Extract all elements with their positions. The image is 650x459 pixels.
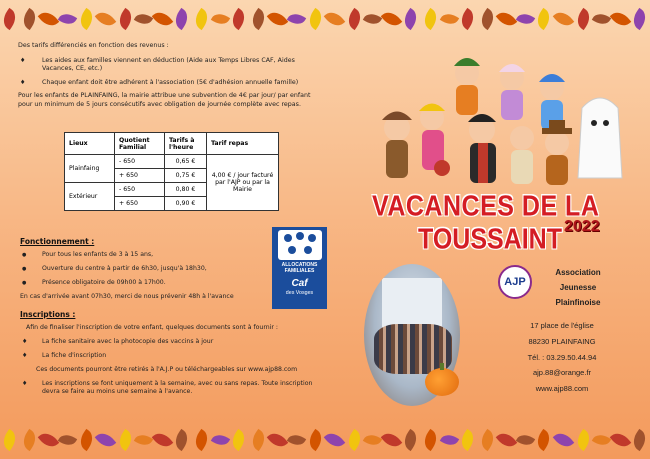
title-year: 2022 — [564, 218, 600, 235]
caf-logo — [272, 227, 327, 309]
website-link[interactable]: www.ajp88.com — [535, 384, 589, 393]
inscriptions-title: Inscriptions : — [20, 310, 76, 319]
rates-table — [64, 132, 279, 211]
list-item: ● Ouverture du centre à partir de 6h30, jusqu'à 18h30, — [20, 265, 270, 273]
kid-figure — [510, 126, 534, 184]
table-header-row — [65, 133, 279, 155]
leaf-icon — [228, 429, 249, 451]
autumn-leaves-top-border — [0, 3, 650, 35]
leaf-icon — [134, 431, 153, 449]
caf-line3: des Vosges — [285, 290, 314, 296]
kid-figure — [468, 114, 496, 183]
city: 88230 PLAINFAING — [528, 336, 596, 346]
leaf-icon — [610, 8, 632, 30]
leaf-icon — [287, 431, 306, 449]
leaf-icon — [324, 8, 346, 30]
leaf-icon — [420, 429, 441, 451]
tariff-bullet: ♦ Chaque enfant doit être adhérent à l'association (5€ d'adhésion annuelle famille) — [18, 79, 318, 88]
cell-quotient: + 650 — [115, 169, 165, 183]
leaf-icon — [95, 429, 117, 451]
header-repas: Tarif repas — [207, 133, 279, 155]
leaf-icon — [344, 429, 365, 451]
list-item: ♦ La fiche d'inscription — [20, 352, 320, 360]
leaf-icon — [592, 431, 611, 449]
leaf-icon — [58, 10, 77, 28]
tariff-bullet: ♦ Les aides aux familles viennent en déduction (Aide aux Temps Libres CAF, Aides Vacances, CE, etc.) — [18, 57, 318, 74]
leaf-icon — [95, 8, 117, 30]
leaf-icon — [400, 8, 421, 30]
inscriptions-body — [20, 324, 320, 402]
contact-block — [502, 318, 622, 397]
caf-line1: ALLOCATIONS FAMILIALES — [281, 262, 318, 274]
leaf-icon — [287, 10, 306, 28]
leaf-icon — [324, 429, 346, 451]
tariff-intro: Des tarifs différenciés en fonction des revenus : — [18, 42, 169, 49]
leaf-icon — [76, 429, 97, 451]
leaf-icon — [363, 10, 382, 28]
leaf-icon — [573, 8, 594, 30]
leaf-icon — [573, 429, 594, 451]
leaf-icon — [191, 429, 212, 451]
leaf-icon — [400, 429, 421, 451]
kid-figure — [454, 58, 480, 115]
cell-lieu: Plainfaing — [65, 155, 115, 183]
cell-lieu: Extérieur — [65, 183, 115, 211]
leaf-icon — [592, 10, 611, 28]
list-item: ♦ Les inscriptions se font uniquement à la semaine, avec ou sans repas. Toute inscription devra se faire au moins une semaine à l'avance. — [20, 380, 320, 396]
leaf-icon — [191, 8, 212, 30]
leaf-icon — [38, 8, 60, 30]
leaf-icon — [0, 8, 20, 30]
email-link[interactable]: ajp.88@orange.fr — [532, 368, 592, 378]
leaf-icon — [210, 10, 229, 28]
leaf-icon — [210, 431, 229, 449]
leaf-icon — [496, 8, 518, 30]
cell-quotient: - 650 — [115, 155, 165, 169]
cell-quotient: - 650 — [115, 183, 165, 197]
kid-figure — [542, 120, 572, 185]
leaf-icon — [76, 8, 97, 30]
leaf-icon — [248, 429, 269, 451]
cell-repas: 4,00 € / jour facturé par l'AJP ou par la Mairie — [207, 155, 279, 211]
leaf-icon — [477, 8, 498, 30]
phone: Tél. : 03.29.50.44.94 — [527, 352, 597, 362]
fonctionnement-body — [20, 251, 270, 307]
leaf-icon — [19, 429, 40, 451]
cell-quotient: + 650 — [115, 197, 165, 211]
header-lieux: Lieux — [65, 133, 115, 155]
title-line1: VACANCES DE LA — [372, 190, 600, 223]
leaf-icon — [115, 8, 136, 30]
table-row — [65, 155, 279, 169]
ajp-logo: AJP — [498, 265, 532, 299]
fonctionnement-title: Fonctionnement : — [20, 237, 95, 246]
cell-tarif: 0,75 € — [165, 169, 207, 183]
leaf-icon — [267, 8, 289, 30]
leaf-icon — [381, 429, 403, 451]
association-name — [530, 265, 626, 311]
leaf-icon — [439, 10, 458, 28]
list-item: ♦ La fiche sanitaire avec la photocopie des vaccins à jour — [20, 338, 320, 346]
autumn-leaves-bottom-border — [0, 424, 650, 456]
subsidy-text: Pour les enfants de PLAINFAING, la mairie attribue une subvention de 4€ par jour/ par enfant pour un minimum de 5 jours consécutifs avec obligation de journée complète avec repas. — [18, 92, 311, 108]
leaf-icon — [629, 429, 650, 451]
leaf-icon — [496, 429, 518, 451]
leaf-icon — [553, 429, 575, 451]
caf-family-icon — [278, 230, 322, 260]
association-name-line: Association — [555, 268, 601, 277]
leaf-icon — [115, 429, 136, 451]
arrival-note: En cas d'arrivée avant 07h30, merci de nous prévenir 48h à l'avance — [20, 293, 234, 301]
tariff-bullets — [18, 57, 318, 88]
leaf-icon — [533, 429, 554, 451]
leaf-icon — [19, 8, 40, 30]
title-line2: TOUSSAINT — [418, 223, 562, 256]
header-tarifs: Tarifs à l'heure — [165, 133, 207, 155]
leaf-icon — [38, 429, 60, 451]
cell-tarif: 0,90 € — [165, 197, 207, 211]
leaf-icon — [58, 431, 77, 449]
leaf-icon — [228, 8, 249, 30]
leaf-icon — [152, 8, 174, 30]
inscriptions-intro: Afin de finaliser l'inscription de votre enfant, quelques documents sont à fournir : — [26, 324, 279, 331]
kid-figure — [434, 160, 450, 176]
leaf-icon — [267, 429, 289, 451]
leaf-icon — [171, 429, 192, 451]
pumpkin-icon — [425, 368, 459, 396]
tariff-section — [18, 42, 318, 109]
caf-line2: Caf — [291, 278, 308, 289]
association-name-line: Jeunesse — [559, 283, 597, 293]
leaf-icon — [457, 429, 478, 451]
kid-figure — [499, 64, 525, 120]
address: 17 place de l'église — [530, 321, 594, 330]
association-name-line: Plainfinoise — [555, 298, 601, 308]
kid-figure — [382, 112, 412, 179]
cell-tarif: 0,80 € — [165, 183, 207, 197]
cell-tarif: 0,65 € — [165, 155, 207, 169]
leaf-icon — [248, 8, 269, 30]
leaf-icon — [533, 8, 554, 30]
leaf-icon — [477, 429, 498, 451]
leaf-icon — [629, 8, 650, 30]
leaf-icon — [381, 8, 403, 30]
leaf-icon — [420, 8, 441, 30]
leaf-icon — [363, 431, 382, 449]
leaf-icon — [134, 10, 153, 28]
leaf-icon — [344, 8, 365, 30]
list-item: ● Présence obligatoire de 09h00 à 17h00. — [20, 279, 270, 287]
leaf-icon — [152, 429, 174, 451]
list-item: ● Pour tous les enfants de 3 à 15 ans, — [20, 251, 270, 259]
leaf-icon — [171, 8, 192, 30]
kid-figure — [419, 104, 445, 171]
leaf-icon — [553, 8, 575, 30]
docs-note: Ces documents pourront être retirés à l'A.J.P ou téléchargeables sur www.ajp88.com — [36, 366, 298, 374]
costumed-kids-illustration — [372, 48, 632, 188]
leaf-icon — [610, 429, 632, 451]
leaf-icon — [457, 8, 478, 30]
leaf-icon — [516, 431, 535, 449]
header-quotient: Quotient Familial — [115, 133, 165, 155]
building-image — [382, 278, 442, 328]
leaf-icon — [516, 10, 535, 28]
leaf-icon — [305, 429, 326, 451]
leaf-icon — [305, 8, 326, 30]
leaf-icon — [439, 431, 458, 449]
leaf-icon — [0, 429, 20, 451]
kid-figure — [578, 98, 622, 178]
